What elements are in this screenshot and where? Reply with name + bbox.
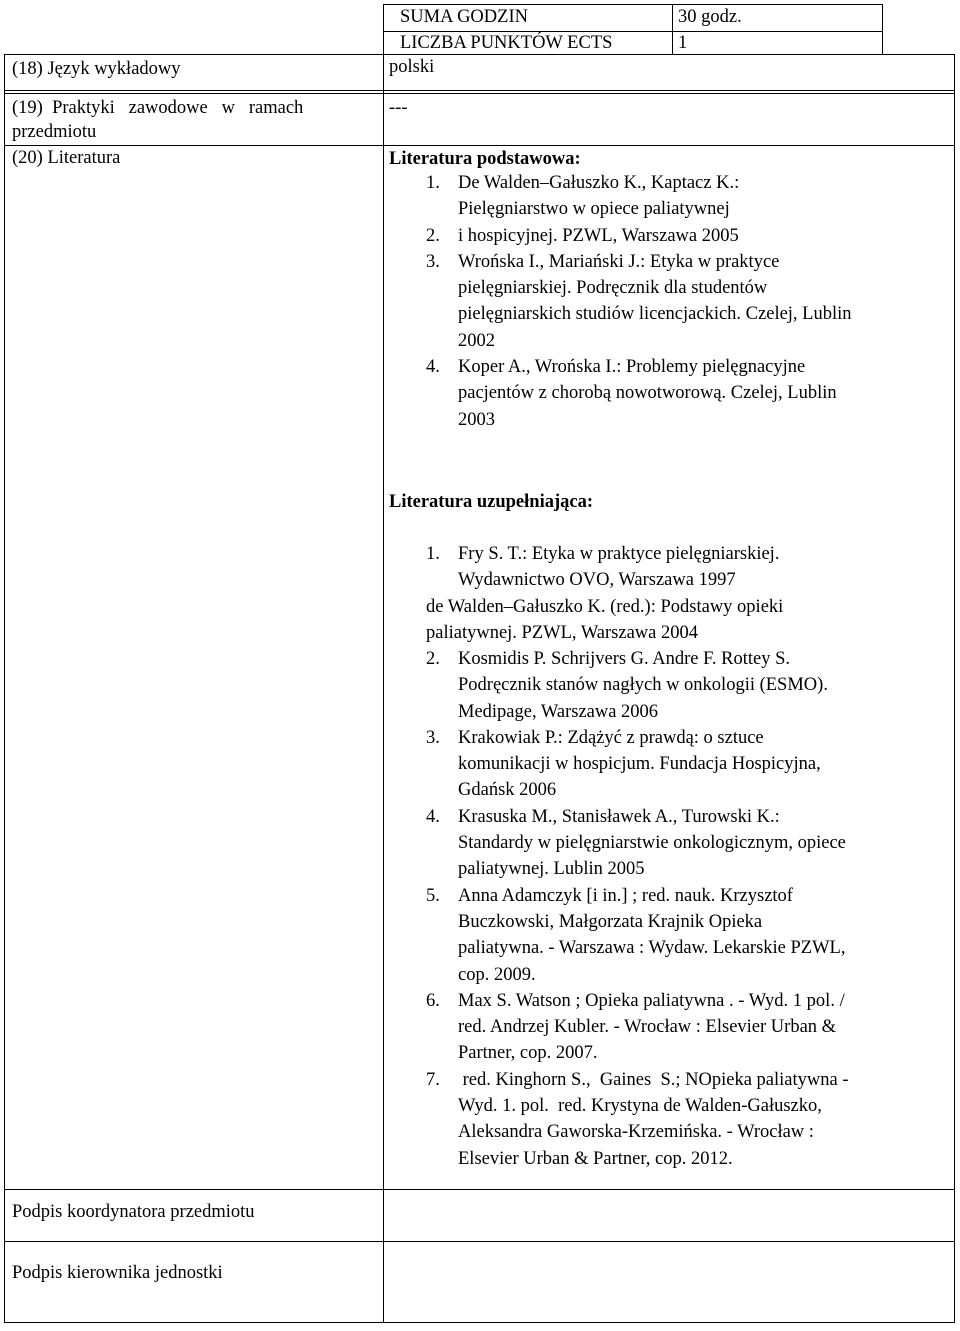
literature-item bbox=[426, 990, 848, 1069]
suma-godzin-value: 30 godz. bbox=[678, 7, 742, 27]
literature-item-line: Buczkowski, Małgorzata Krajnik Opieka bbox=[458, 911, 763, 932]
literature-item-line: Koper A., Wrońska I.: Problemy pielęgnacyjne bbox=[458, 357, 806, 378]
literature-item-line: Wyd. 1. pol. red. Krystyna de Walden-Gałuszko, bbox=[458, 1096, 822, 1117]
ects-label: LICZBA PUNKTÓW ECTS bbox=[400, 33, 613, 53]
literature-item bbox=[426, 356, 852, 435]
literature-item bbox=[426, 251, 852, 356]
literature-item-line: red. Andrzej Kubler. - Wrocław : Elsevier Urban & bbox=[458, 1017, 837, 1038]
literature-item-line: Anna Adamczyk [i in.] ; red. nauk. Krzysztof bbox=[458, 885, 793, 906]
literature-item-line: Podręcznik stanów nagłych w onkologii (ESMO). bbox=[458, 675, 828, 696]
literature-item-number: 3. bbox=[426, 727, 440, 748]
literature-item-line: Partner, cop. 2007. bbox=[458, 1043, 598, 1064]
suma-godzin-label: SUMA GODZIN bbox=[400, 7, 528, 27]
literature-item-line: Krakowiak P.: Zdążyć z prawdą: o sztuce bbox=[458, 727, 764, 748]
literature-item bbox=[426, 543, 779, 596]
literature-item-line: paliatywnej. PZWL, Warszawa 2004 bbox=[426, 623, 698, 644]
literature-item-line: pielęgniarskiej. Podręcznik dla studentów bbox=[458, 278, 768, 299]
literature-item-number: 5. bbox=[426, 885, 440, 906]
literature-item bbox=[426, 806, 848, 885]
row-head-top-border bbox=[4, 1241, 954, 1242]
literature-item-line: Medipage, Warszawa 2006 bbox=[458, 701, 659, 722]
extra-literature-list-first bbox=[426, 543, 779, 596]
practice-label-line2: przedmiotu bbox=[12, 122, 97, 142]
extra-literature-list-rest bbox=[426, 648, 848, 1174]
row19-top-border bbox=[4, 90, 954, 91]
practice-label-line1: (19) Praktyki zawodowe w ramach bbox=[12, 98, 304, 118]
literature-item-line: pielęgniarskich studiów licencjackich. Czelej, Lublin bbox=[458, 304, 852, 325]
literature-item-number: 1. bbox=[426, 173, 440, 193]
literature-item-line: cop. 2009. bbox=[458, 964, 536, 985]
literature-item bbox=[426, 885, 848, 990]
row18-right-top-border bbox=[883, 54, 954, 55]
literature-item bbox=[426, 727, 848, 806]
table-left-border bbox=[4, 54, 5, 1323]
literature-item-line: Standardy w pielęgniarstwie onkologicznym, opiece bbox=[458, 833, 846, 854]
literature-item-line: 2002 bbox=[458, 330, 495, 351]
literature-item-line: Fry S. T.: Etyka w praktyce pielęgniarskiej. bbox=[458, 544, 780, 564]
literature-item-line: komunikacji w hospicjum. Fundacja Hospicyjna, bbox=[458, 754, 821, 775]
literature-item bbox=[426, 648, 848, 727]
literature-item-line: paliatywna. - Warszawa : Wydaw. Lekarskie PZWL, bbox=[458, 938, 846, 959]
literature-item-line: paliatywnej. Lublin 2005 bbox=[458, 859, 645, 880]
literature-item-line: Krasuska M., Stanisławek A., Turowski K.: bbox=[458, 806, 780, 827]
literature-item-line: de Walden–Gałuszko K. (red.): Podstawy opieki bbox=[426, 597, 784, 617]
row19-top-border-2 bbox=[4, 93, 954, 94]
header-right-border bbox=[882, 4, 883, 55]
literature-item-line: Pielęgniarstwo w opiece paliatywnej bbox=[458, 199, 730, 220]
header-top-border bbox=[383, 4, 883, 5]
literature-item-line: pacjentów z chorobą nowotworową. Czelej, Lublin bbox=[458, 383, 837, 404]
language-value: polski bbox=[389, 57, 435, 77]
literature-item-number: 1. bbox=[426, 544, 440, 564]
literature-item-line: Aleksandra Gaworska-Krzemińska. - Wrocław : bbox=[458, 1122, 814, 1143]
literature-item-number: 4. bbox=[426, 357, 440, 378]
literature-item bbox=[426, 225, 852, 251]
literature-item bbox=[426, 172, 852, 225]
literature-item-number: 3. bbox=[426, 251, 440, 272]
head-signature-label: Podpis kierownika jednostki bbox=[12, 1263, 223, 1283]
literature-item-line: Max S. Watson ; Opieka paliatywna . - Wyd. 1 pol. / bbox=[458, 990, 845, 1011]
literature-item-line: Kosmidis P. Schrijvers G. Andre F. Rottey S. bbox=[458, 649, 791, 669]
literature-item-number: 4. bbox=[426, 806, 440, 827]
basic-literature-heading: Literatura podstawowa: bbox=[389, 149, 581, 169]
literature-item-line: Gdańsk 2006 bbox=[458, 780, 557, 801]
row-coordinator-top-border bbox=[4, 1189, 954, 1190]
row18-top-border bbox=[4, 54, 383, 55]
header-value-divider bbox=[672, 4, 673, 55]
language-label: (18) Język wykładowy bbox=[12, 59, 181, 79]
extra-literature-heading: Literatura uzupełniająca: bbox=[389, 492, 593, 512]
literature-item-number: 6. bbox=[426, 990, 440, 1011]
literature-item-line: i hospicyjnej. PZWL, Warszawa 2005 bbox=[458, 225, 739, 246]
table-right-border bbox=[954, 54, 955, 1323]
literature-item-line: Wydawnictwo OVO, Warszawa 1997 bbox=[458, 570, 736, 591]
literature-item-number: 7. bbox=[426, 1069, 440, 1090]
literature-item-line: 2003 bbox=[458, 409, 495, 430]
table-mid-border bbox=[383, 4, 384, 1323]
literature-item-number: 2. bbox=[426, 225, 440, 246]
ects-value: 1 bbox=[678, 33, 688, 53]
practice-value: --- bbox=[389, 98, 408, 118]
row20-top-border bbox=[4, 145, 954, 146]
literature-item-line: Elsevier Urban & Partner, cop. 2012. bbox=[458, 1148, 733, 1169]
basic-literature-list bbox=[426, 172, 852, 435]
literature-item bbox=[426, 1069, 848, 1174]
literature-item-number: 2. bbox=[426, 649, 440, 669]
literature-item-line: Wrońska I., Mariański J.: Etyka w praktyce bbox=[458, 251, 780, 272]
table-bottom-border bbox=[4, 1322, 954, 1323]
literature-label: (20) Literatura bbox=[12, 148, 121, 168]
literature-item-line: red. Kinghorn S., Gaines S.; NOpieka paliatywna - bbox=[458, 1069, 849, 1090]
extra-literature-unnumbered-entry bbox=[426, 596, 783, 649]
literature-item-line: De Walden–Gałuszko K., Kaptacz K.: bbox=[458, 173, 740, 193]
coordinator-signature-label: Podpis koordynatora przedmiotu bbox=[12, 1202, 255, 1222]
